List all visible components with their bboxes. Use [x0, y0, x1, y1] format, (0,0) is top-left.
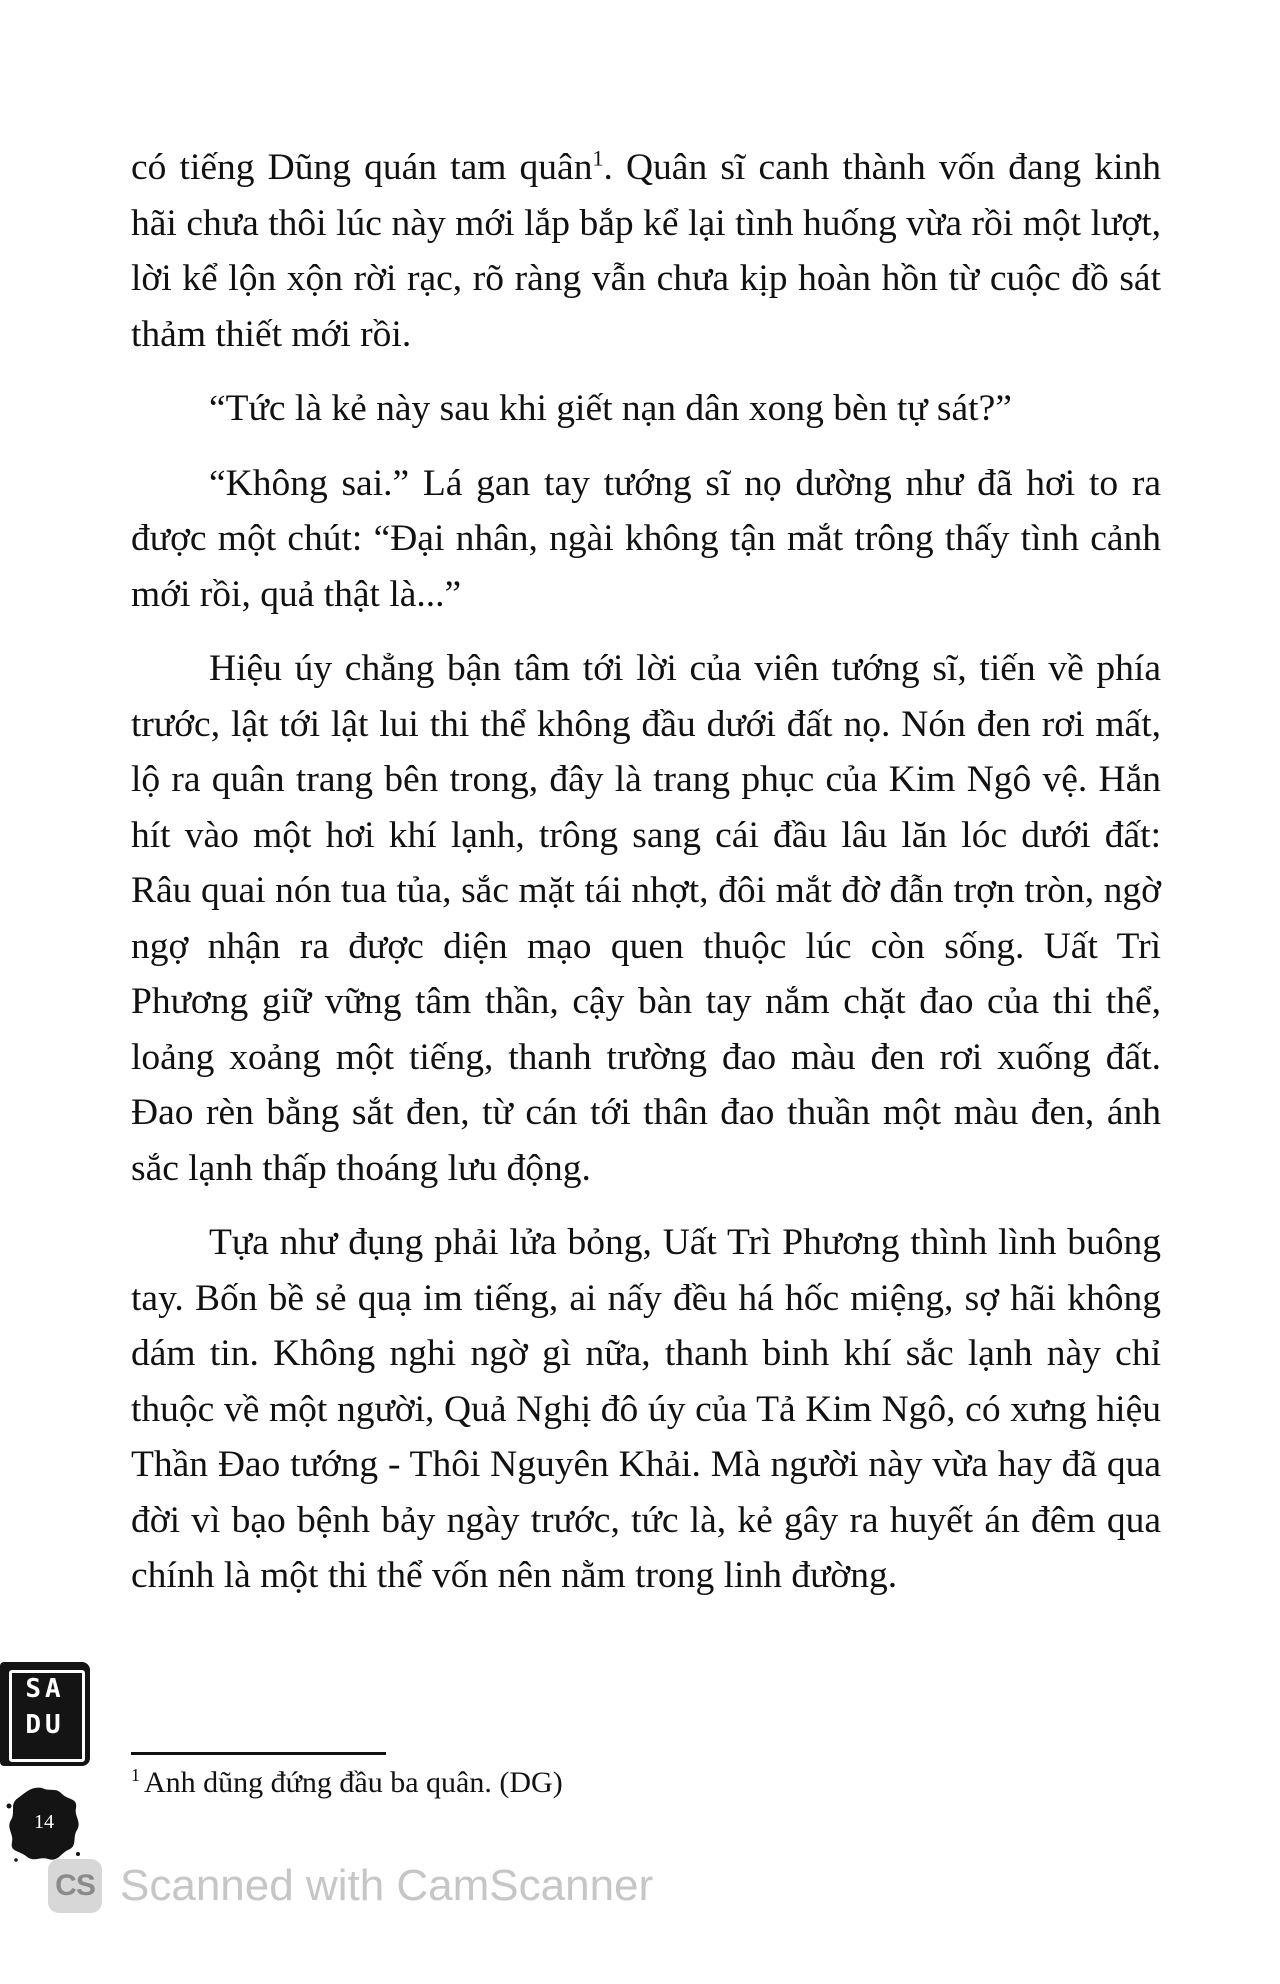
camscanner-logo-icon: CS [48, 1859, 102, 1913]
footnote-divider [131, 1752, 386, 1755]
footnote-number: 1 [131, 1765, 140, 1785]
paragraph-1-text-a: có tiếng Dũng quán tam quân [131, 147, 593, 188]
scanner-watermark-text: Scanned with CamScanner [120, 1861, 654, 1910]
scanner-watermark [48, 1858, 653, 1914]
paragraph-3: “Không sai.” Lá gan tay tướng sĩ nọ dường như đã hơi to ra được một chút: “Đại nhân, ngài không tận mắt trông thấy tình cảnh mới rồi, quả thật là...” [131, 462, 1161, 615]
paragraph-2: “Tức là kẻ này sau khi giết nạn dân xong bèn tự sát?” [209, 388, 1012, 429]
page-body [131, 140, 1161, 1623]
page-number: 14 [34, 1811, 54, 1833]
publisher-logo [0, 1662, 90, 1766]
paragraph-1 [131, 140, 1161, 362]
footnote [131, 1763, 563, 1803]
logo-line-2: DU [25, 1710, 65, 1740]
paragraph-5: Tựa như đụng phải lửa bỏng, Uất Trì Phương thình lình buông tay. Bốn bề sẻ quạ im tiếng, ai nấy đều há hốc miệng, sợ hãi không dám tin. Không nghi ngờ gì nữa, thanh binh khí sắc lạnh này chỉ thuộc về một người, Quả Nghị đô úy của Tả Kim Ngô, có xưng hiệu Thần Đao tướng - Thôi Nguyên Khải. Mà người này vừa hay đã qua đời vì bạo bệnh bảy ngày trước, tức là, kẻ gây ra huyết án đêm qua chính là một thi thể vốn nên nằm trong linh đường. [131, 1222, 1161, 1596]
footnote-reference: 1 [592, 145, 604, 171]
footnote-text: Anh dũng đứng đầu ba quân. (DG) [144, 1766, 563, 1799]
paragraph-4: Hiệu úy chẳng bận tâm tới lời của viên tướng sĩ, tiến về phía trước, lật tới lật lui thi thể không đầu dưới đất nọ. Nón đen rơi mất, lộ ra quân trang bên trong, đây là trang phục của Kim Ngô vệ. Hắn hít vào một hơi khí lạnh, trông sang cái đầu lâu lăn lóc dưới đất: Râu quai nón tua tủa, sắc mặt tái nhợt, đôi mắt đờ đẫn trợn tròn, ngờ ngợ nhận ra được diện mạo quen thuộc lúc còn sống. Uất Trì Phương giữ vững tâm thần, cậy bàn tay nắm chặt đao của thi thể, loảng xoảng một tiếng, thanh trường đao màu đen rơi xuống đất. Đao rèn bằng sắt đen, từ cán tới thân đao thuần một màu đen, ánh sắc lạnh thấp thoáng lưu động. [131, 648, 1161, 1189]
logo-line-1: SA [25, 1674, 65, 1704]
paragraph-1-text-b: . Quân sĩ canh thành vốn đang kinh hãi chưa thôi lúc này mới lắp bắp kể lại tình huống vừa rồi một lượt, lời kể lộn xộn rời rạc, rõ ràng vẫn chưa kịp hoàn hồn từ cuộc đồ sát thảm thiết mới rồi. [131, 147, 1161, 355]
